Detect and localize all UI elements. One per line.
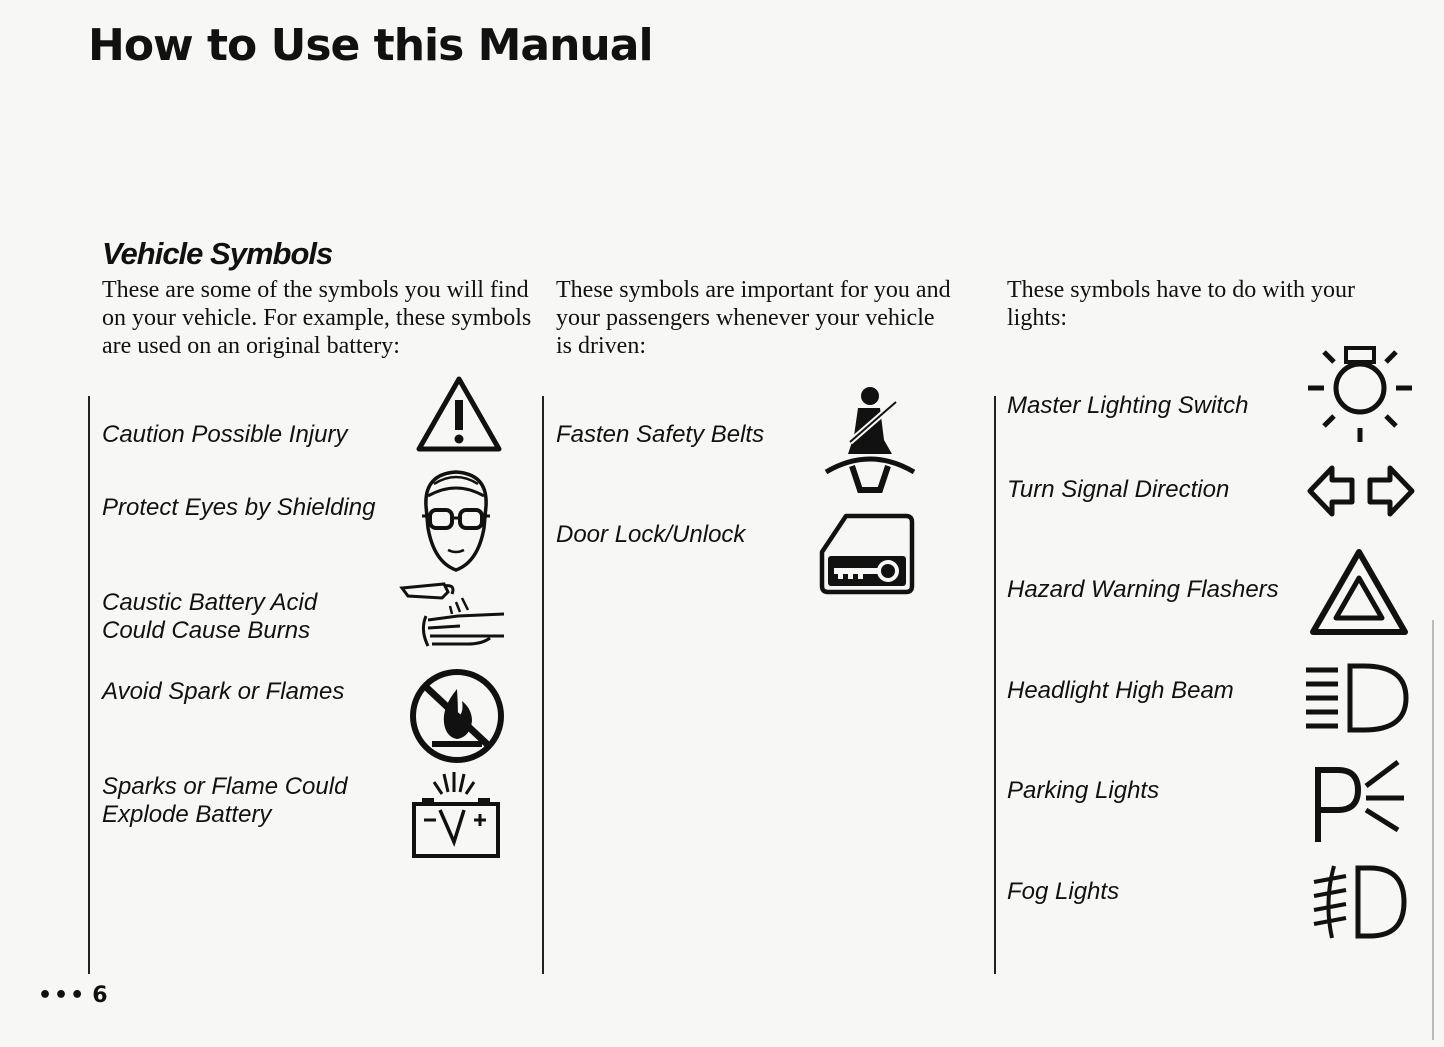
hazard-triangle-icon [1308,546,1410,638]
light-bulb-icon [1306,342,1414,446]
seatbelt-icon [822,384,918,494]
parking-lights-icon [1310,758,1410,848]
symbol-label-protect-eyes: Protect Eyes by Shielding [102,494,376,521]
symbol-label-avoid-spark: Avoid Spark or Flames [102,678,345,705]
symbol-label-master-lighting: Master Lighting Switch [1007,392,1249,419]
symbol-label-turn-signal: Turn Signal Direction [1007,476,1230,503]
high-beam-icon [1302,660,1412,736]
symbol-label-fog-lights: Fog Lights [1007,878,1120,905]
battery-explosion-icon [408,770,504,862]
column-divider [542,396,544,974]
symbol-label-caustic-acid: Caustic Battery Acid Could Cause Burns [102,589,318,644]
page-title: How to Use this Manual [88,20,653,71]
page-marker: ••• [38,983,87,1008]
acid-hand-icon [398,580,508,650]
page-edge [1432,620,1434,1040]
symbol-label-high-beam: Headlight High Beam [1007,677,1234,704]
no-flame-icon [406,667,508,765]
symbol-label-door-lock: Door Lock/Unlock [556,521,746,548]
column-divider [994,396,996,974]
symbol-label-seatbelts: Fasten Safety Belts [556,421,765,448]
symbol-label-hazard: Hazard Warning Flashers [1007,576,1279,603]
door-lock-icon [816,510,918,596]
section-title: Vehicle Symbols [102,236,333,271]
turn-arrows-icon [1306,462,1416,520]
column-divider [88,396,90,974]
intro-battery-symbols: These are some of the symbols you will find on your vehicle. For example, these symbols are used on an original battery: [102,277,532,359]
symbol-label-explode-battery: Sparks or Flame Could Explode Battery [102,773,348,828]
intro-passenger-symbols: These symbols are important for you and your passengers whenever your vehicle is driven: [556,277,951,359]
page-number-value: 6 [92,983,108,1008]
fog-lights-icon [1308,862,1410,942]
symbol-label-parking-lights: Parking Lights [1007,777,1160,804]
intro-light-symbols: These symbols have to do with your lights: [1007,277,1355,331]
face-goggles-icon [414,466,498,576]
symbol-label-caution: Caution Possible Injury [102,421,348,448]
page-number [38,983,108,1008]
caution-triangle-icon [414,374,504,454]
